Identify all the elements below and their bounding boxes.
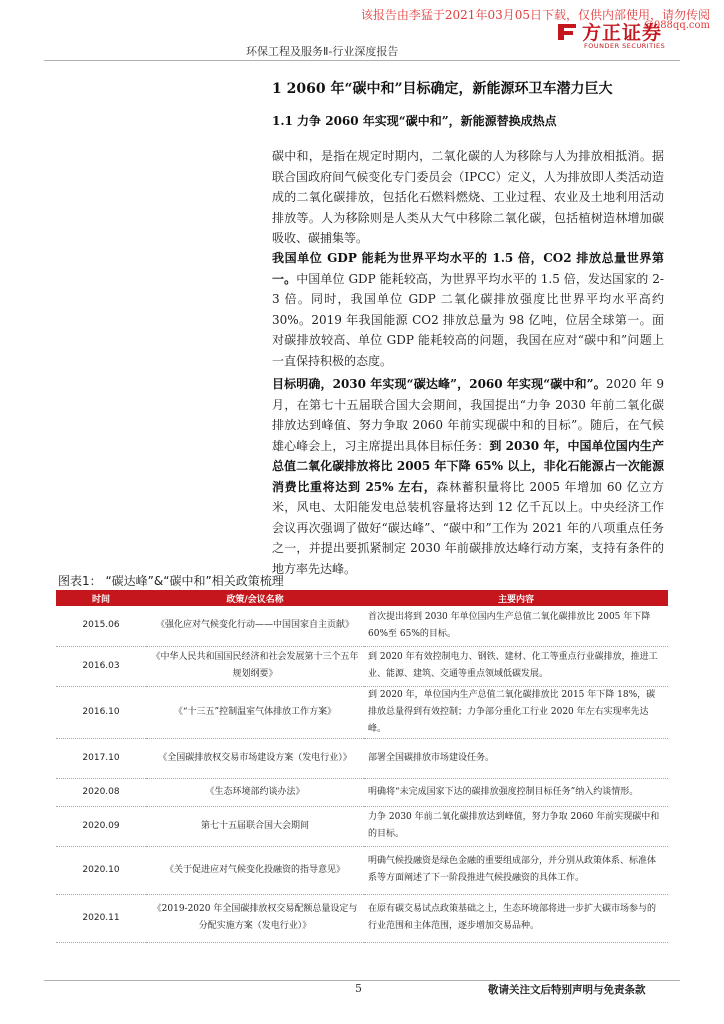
row-policy: 《全国碳排放权交易市场建设方案（发电行业）》	[146, 738, 364, 778]
section-heading: 1 2060 年“碳中和”目标确定，新能源环卫车潜力巨大	[272, 81, 613, 97]
paragraph-bold-lead: 目标明确，2030 年实现“碳达峰”，2060 年实现“碳中和”。	[272, 377, 606, 391]
figure-title: “碳达峰”&“碳中和”相关政策梳理	[105, 574, 284, 588]
row-policy: 《生态环境部约谈办法》	[146, 778, 364, 806]
row-time: 2020.09	[56, 806, 146, 846]
watermark-url: @088qq.com	[643, 20, 710, 31]
logo-subtitle: FOUNDER SECURITIES	[584, 42, 666, 50]
row-content: 部署全国碳排放市场建设任务。	[364, 738, 668, 778]
founder-securities-logo	[556, 18, 706, 56]
logo-name: 方正证券	[582, 22, 663, 44]
table-header-row	[56, 590, 668, 606]
row-content: 明确气候投融资是绿色金融的重要组成部分，并分别从政策体系、标准体系等方面阐述了下一阶段推进气候投融资的具体工作。	[364, 846, 668, 894]
row-time: 2015.06	[56, 606, 146, 646]
paragraph-bold-lead: 我国单位 GDP 能耗为世界平均水平的 1.5 倍，CO2 排放总量世界第一。	[272, 251, 664, 286]
column-header-content: 主要内容	[364, 590, 668, 606]
table-row	[56, 686, 668, 738]
paragraph-text: 碳中和，是指在规定时期内，二氧化碳的人为移除与人为排放相抵消。据联合国政府间气候变化专门委员会（IPCC）定义，人为排放即人类活动造成的二氧化碳排放，包括化石燃料燃烧、工业过程、农业及土地利用活动排放等。人为移除则是人类从大气中移除二氧化碳，包括植树造林增加碳吸收、碳捕集等。	[272, 149, 664, 245]
table-row	[56, 778, 668, 806]
subsection-heading: 1.1 力争 2060 年实现“碳中和”，新能源替换成热点	[272, 114, 557, 128]
row-time: 2016.10	[56, 686, 146, 738]
row-content: 到 2020 年有效控制电力、钢铁、建材、化工等重点行业碳排放，推进工业、能源、建筑、交通等重点领域低碳发展。	[364, 646, 668, 686]
row-time: 2016.03	[56, 646, 146, 686]
row-time: 2020.10	[56, 846, 146, 894]
row-content: 在原有碳交易试点政策基础之上，生态环境部将进一步扩大碳市场参与的行业范围和主体范围，逐步增加交易品种。	[364, 894, 668, 942]
paragraph-bold-target: 到 2030 年，中国单位国内生产总值二氧化碳排放将比 2005 年下降 65% 以上，非化石能源占一次能源消费比重将达到 25% 左右，	[272, 438, 664, 494]
download-watermark: 该报告由李猛于2021年03月05日下载，仅供内部使用，请勿传阅	[360, 8, 710, 22]
row-content: 首次提出将到 2030 年单位国内生产总值二氧化碳排放比 2005 年下降 60%至 65%的目标。	[364, 606, 668, 646]
table-row	[56, 894, 668, 942]
row-time: 2017.10	[56, 738, 146, 778]
table-row	[56, 606, 668, 646]
table-row	[56, 738, 668, 778]
row-policy: 《中华人民共和国国民经济和社会发展第十三个五年规划纲要》	[146, 646, 364, 686]
row-content: 明确将“未完成国家下达的碳排放强度控制目标任务”纳入约谈情形。	[364, 778, 668, 806]
table-row	[56, 846, 668, 894]
footer-disclaimer: 敬请关注文后特别声明与免责条款	[488, 984, 646, 996]
figure-label: 图表1：	[58, 574, 102, 588]
founder-logo-icon	[556, 20, 578, 42]
row-policy: 《强化应对气候变化行动——中国国家自主贡献》	[146, 606, 364, 646]
row-policy: 《关于促进应对气候变化投融资的指导意见》	[146, 846, 364, 894]
column-header-time: 时间	[56, 590, 146, 606]
policy-table	[56, 590, 668, 943]
paragraph-text: 2020 年 9 月，在第七十五届联合国大会期间，我国提出“力争 2030 年前二氧化碳排放达到峰值、努力争取 2060 年前实现碳中和的目标”。随后，在气候雄心峰会上，习主席提出具体目标任务：	[272, 377, 664, 453]
row-time: 2020.11	[56, 894, 146, 942]
figure-caption	[58, 572, 284, 589]
paragraph-text: 森林蓄积量将比 2005 年增加 60 亿立方米，风电、太阳能发电总装机容量将达到 12 亿千瓦以上。中央经济工作会议再次强调了做好“碳达峰”、“碳中和”工作为 2021 年的八项重点任务之一，并提出要抓紧制定 2030 年前碳排放达峰行动方案，支持有条件的地方率先达峰。	[272, 479, 664, 576]
paragraph-carbon-neutral-definition	[272, 146, 664, 249]
page-number: 5	[355, 982, 362, 995]
row-content: 力争 2030 年前二氧化碳排放达到峰值，努力争取 2060 年前实现碳中和的目标。	[364, 806, 668, 846]
report-header-title: 环保工程及服务Ⅱ-行业深度报告	[246, 45, 399, 58]
row-policy: 《“十三五”控制温室气体排放工作方案》	[146, 686, 364, 738]
row-policy: 《2019-2020 年全国碳排放权交易配额总量设定与分配实施方案（发电行业）》	[146, 894, 364, 942]
footer-divider	[44, 980, 680, 981]
column-header-policy: 政策/会议名称	[146, 590, 364, 606]
table-row	[56, 646, 668, 686]
table-row	[56, 806, 668, 846]
paragraph-targets	[272, 374, 664, 579]
paragraph-gdp-energy	[272, 248, 664, 371]
paragraph-text: 中国单位 GDP 能耗较高，为世界平均水平的 1.5 倍，发达国家的 2-3 倍。同时，我国单位 GDP 二氧化碳排放强度比世界平均水平高约 30%。2019 年我国能源 CO2 排放总量为 98 亿吨，位居全球第一。面对碳排放较高、单位 GDP 能耗较高的问题，我国在应对“碳中和”问题上一直保持积极的态度。	[272, 271, 664, 368]
row-content: 到 2020 年，单位国内生产总值二氧化碳排放比 2015 年下降 18%，碳排放总量得到有效控制；力争部分重化工行业 2020 年左右实现率先达峰。	[364, 686, 668, 738]
header-divider	[44, 60, 680, 61]
row-policy: 第七十五届联合国大会期间	[146, 806, 364, 846]
row-time: 2020.08	[56, 778, 146, 806]
